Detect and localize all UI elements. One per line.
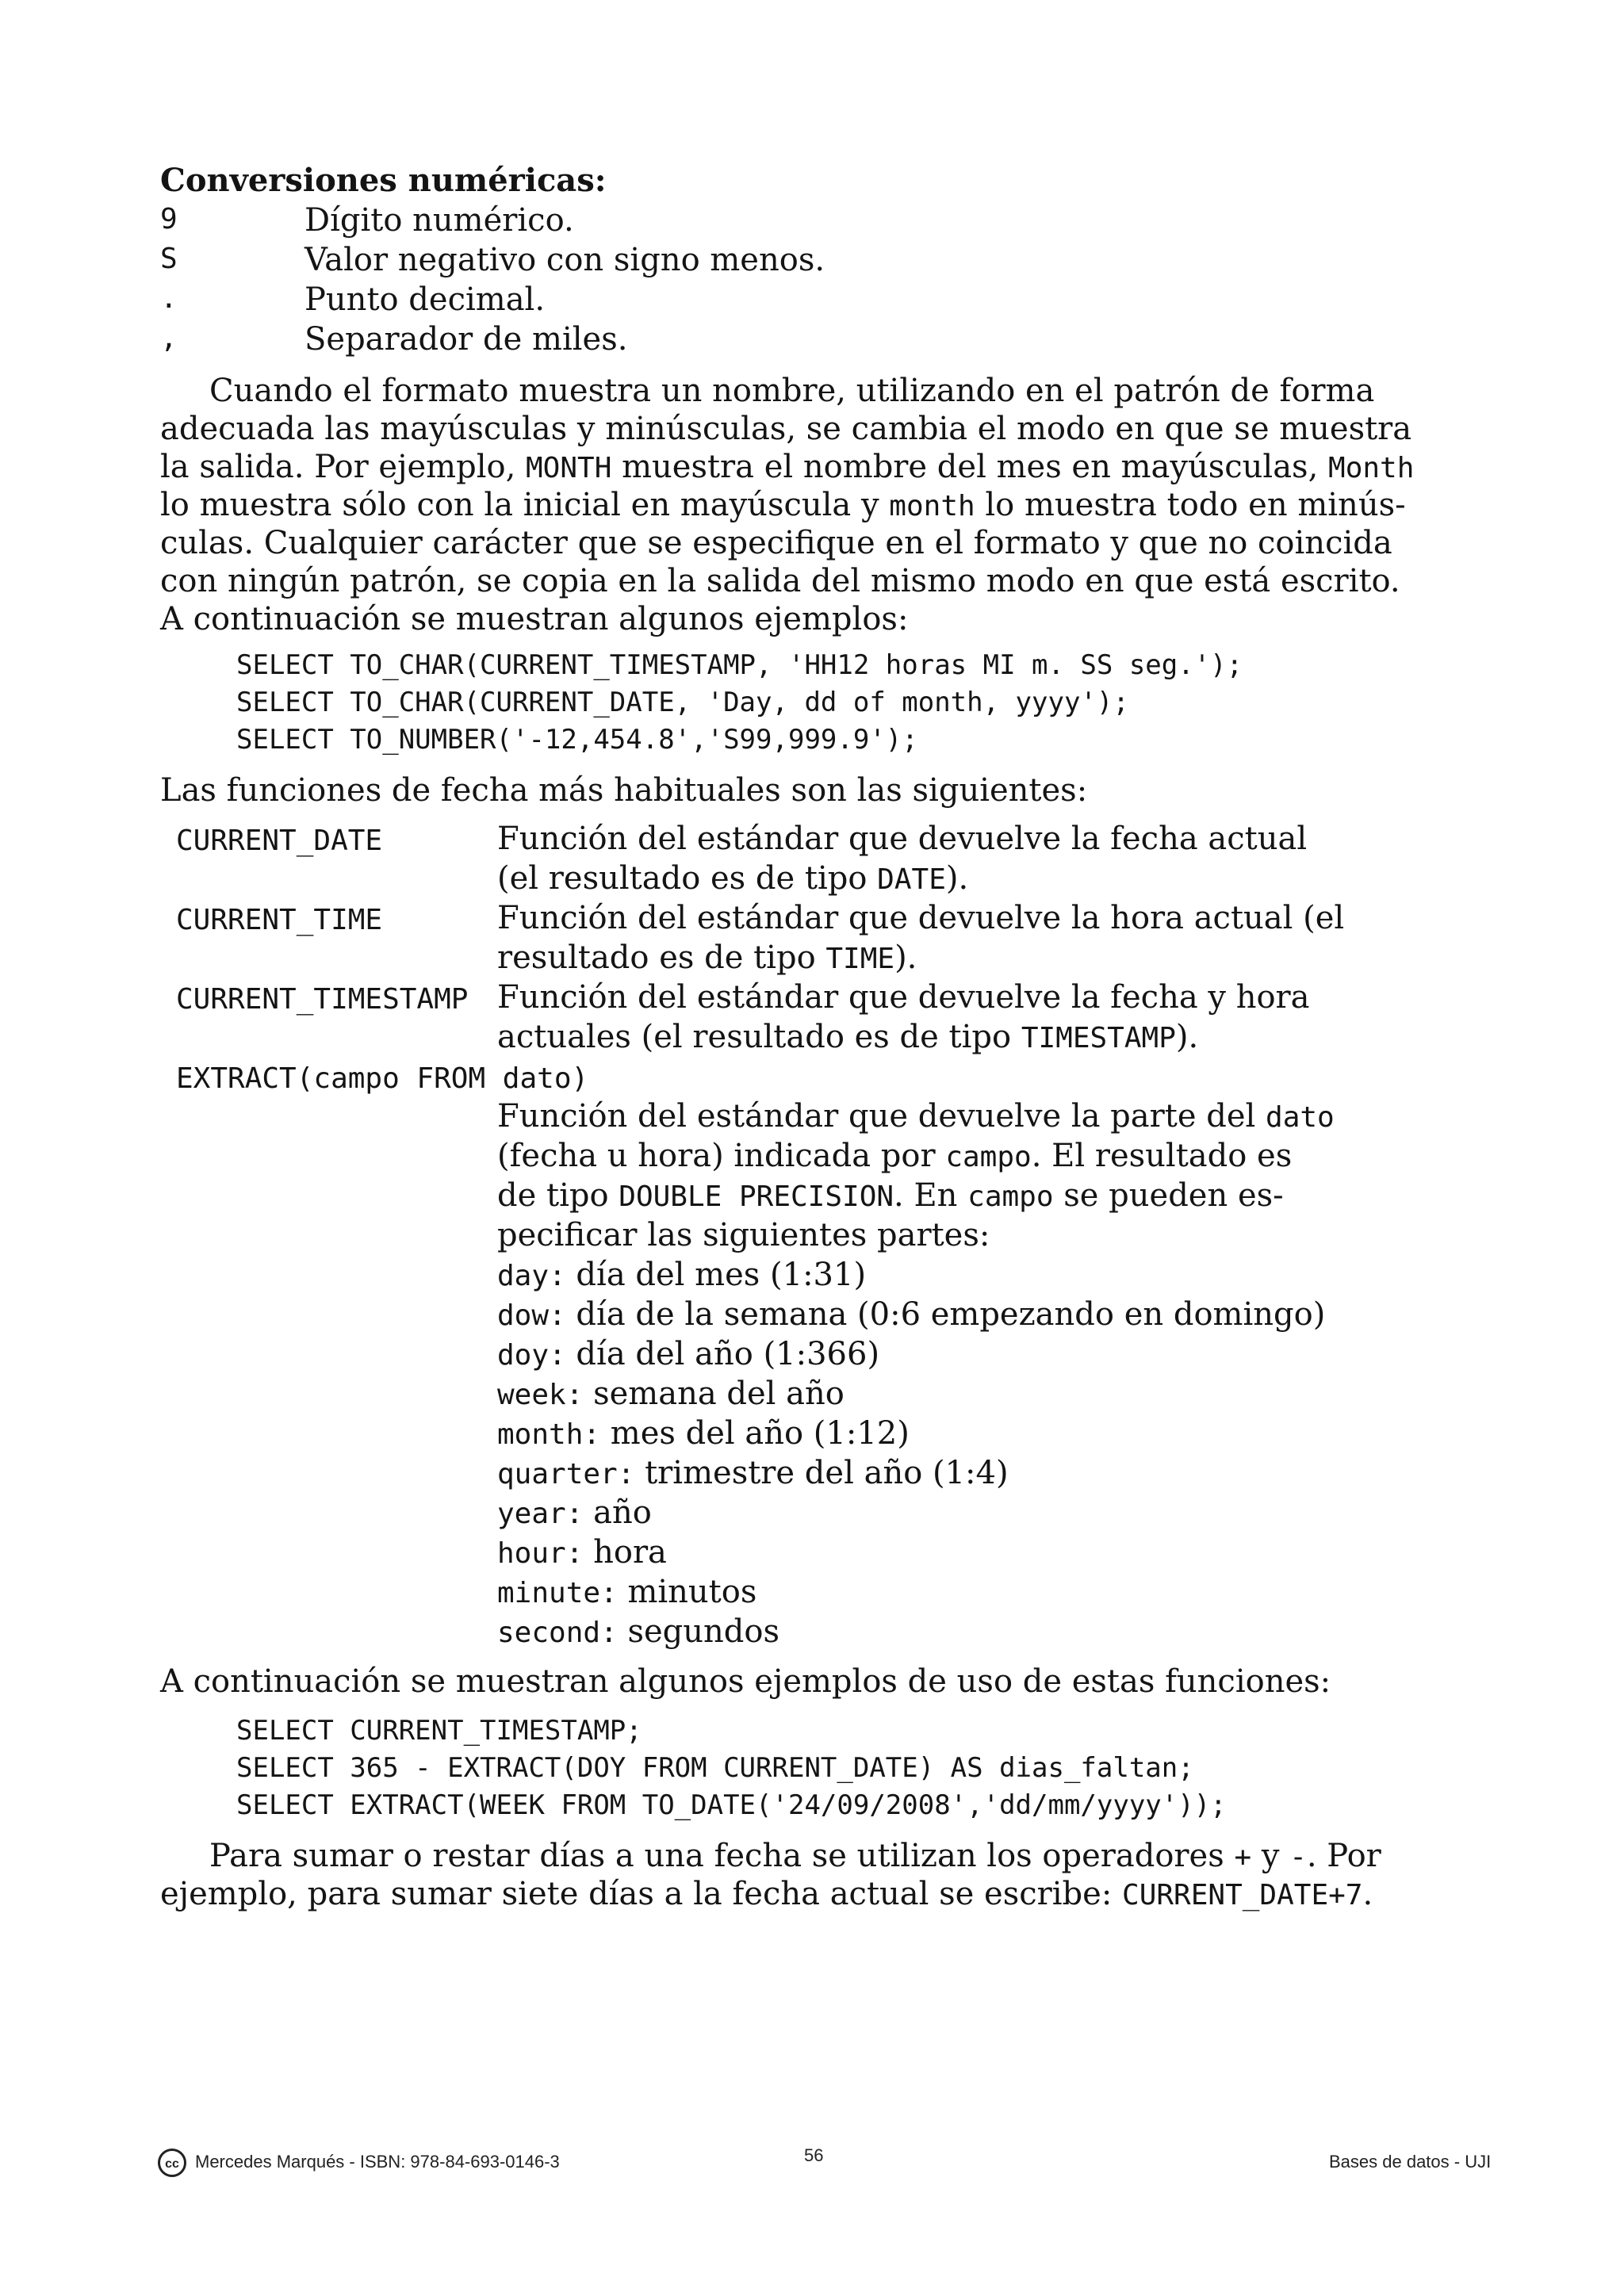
part-key: year: [497,1498,584,1530]
function-desc-line [497,1136,1293,1177]
function-name: CURRENT_TIME [176,904,383,936]
section-heading: Conversiones numéricas: [160,162,607,199]
code-token: Month [1328,452,1415,484]
code-token: campo [967,1181,1054,1213]
part-key: second: [497,1617,618,1649]
paragraph-line: Cuando el formato muestra un nombre, utilizando en el patrón de forma [209,373,1375,409]
part-desc: trimestre del año (1:4) [645,1455,1009,1491]
text-run: ). [894,939,917,976]
extract-part [497,1533,667,1574]
creative-commons-icon [157,2148,187,2178]
function-signature: EXTRACT(campo FROM dato) [176,1062,589,1095]
code-token: TIME [825,943,895,975]
text-run: (el resultado es de tipo [497,860,878,897]
text-run: y [1251,1838,1290,1874]
text-run: ejemplo, para sumar siete días a la fecha actual se escribe: [160,1876,1123,1912]
text-run: Para sumar o restar días a una fecha se utilizan los operadores [209,1838,1235,1874]
part-key: doy: [497,1339,566,1372]
function-desc-line [497,1096,1335,1138]
function-desc-line: Función del estándar que devuelve la hora actual (el [497,900,1345,936]
footer-book-title: Bases de datos - UJI [1329,2152,1492,2172]
cc-icon-label: cc [165,2157,179,2171]
text-run: actuales (el resultado es de tipo [497,1019,1021,1055]
function-desc-line [497,1017,1198,1058]
date-functions-intro: Las funciones de fecha más habituales son las siguientes: [160,772,1088,809]
part-key: dow: [497,1299,566,1332]
text-run: de tipo [497,1177,619,1214]
numeric-symbol-s: S [160,243,178,275]
extract-part [497,1612,779,1653]
part-key: day: [497,1260,566,1292]
code-token: TIMESTAMP [1021,1022,1176,1054]
numeric-symbol-dot: . [160,282,178,315]
examples-intro: A continuación se muestran algunos ejemplos de uso de estas funciones: [160,1663,1331,1700]
extract-part [497,1334,879,1376]
text-run: Función del estándar que devuelve la parte del [497,1098,1266,1135]
text-run: muestra el nombre del mes en mayúsculas, [611,449,1329,485]
code-line: SELECT TO_CHAR(CURRENT_DATE, 'Day, dd of month, yyyy'); [236,687,1129,718]
numeric-desc-comma: Separador de miles. [304,321,628,358]
part-desc: año [593,1494,652,1531]
text-run: (fecha u hora) indicada por [497,1138,946,1174]
paragraph-line: A continuación se muestran algunos ejemplos: [160,601,909,637]
part-key: week: [497,1379,584,1411]
code-line: SELECT TO_NUMBER('-12,454.8','S99,999.9'); [236,724,918,756]
text-run: se pueden es- [1053,1177,1284,1214]
text-run: . [1362,1876,1373,1912]
text-run: . El resultado es [1031,1138,1293,1174]
code-line: SELECT 365 - EXTRACT(DOY FROM CURRENT_DATE) AS dias_faltan; [236,1752,1194,1784]
text-run: . Por [1306,1838,1381,1874]
extract-part [497,1255,866,1296]
part-key: minute: [497,1577,618,1609]
function-desc-line: pecificar las siguientes partes: [497,1217,990,1253]
code-line: SELECT CURRENT_TIMESTAMP; [236,1715,642,1747]
part-desc: día de la semana (0:6 empezando en domingo) [576,1296,1326,1333]
text-run: . En [894,1177,968,1214]
part-desc: segundos [627,1613,779,1650]
text-run: lo muestra sólo con la inicial en mayúscula y [160,487,890,523]
code-token: DOUBLE PRECISION [619,1181,894,1213]
code-token: - [1289,1841,1307,1873]
part-key: hour: [497,1537,584,1570]
function-name: CURRENT_DATE [176,825,383,857]
paragraph-line: culas. Cualquier carácter que se especifique en el formato y que no coincida [160,525,1392,561]
part-desc: hora [593,1534,667,1571]
code-token: MONTH [526,452,612,484]
extract-part [497,1493,652,1534]
part-desc: día del año (1:366) [576,1336,880,1372]
numeric-symbol-9: 9 [160,203,178,235]
paragraph-line [209,1836,1381,1877]
code-token: + [1234,1841,1252,1873]
part-desc: mes del año (1:12) [610,1415,910,1452]
function-desc-line: Función del estándar que devuelve la fecha actual [497,821,1308,857]
paragraph-line [160,1874,1373,1915]
numeric-symbol-comma: , [160,322,178,354]
part-desc: semana del año [593,1376,845,1412]
text-run: resultado es de tipo [497,939,826,976]
code-token: CURRENT_DATE+7 [1122,1879,1363,1911]
code-token: campo [945,1141,1032,1173]
part-key: month: [497,1418,601,1451]
paragraph-line: adecuada las mayúsculas y minúsculas, se cambia el modo en que se muestra [160,411,1412,447]
text-run: ). [945,860,969,897]
paragraph-line [160,485,1406,526]
extract-part [497,1295,1325,1336]
function-desc-line [497,1176,1284,1217]
part-key: quarter: [497,1458,635,1490]
extract-part [497,1572,756,1613]
extract-part [497,1374,845,1415]
text-run: lo muestra todo en minús- [975,487,1406,523]
function-name: CURRENT_TIMESTAMP [176,983,469,1016]
numeric-desc-s: Valor negativo con signo menos. [304,242,825,278]
function-desc-line [497,938,917,979]
paragraph-line: con ningún patrón, se copia en la salida del mismo modo en que está escrito. [160,563,1400,599]
text-run: la salida. Por ejemplo, [160,449,526,485]
text-run: ). [1175,1019,1199,1055]
paragraph-line [160,447,1415,488]
code-line: SELECT EXTRACT(WEEK FROM TO_DATE('24/09/2008','dd/mm/yyyy')); [236,1789,1227,1821]
function-desc-line [497,859,968,900]
numeric-desc-dot: Punto decimal. [304,281,546,318]
function-desc-line: Función del estándar que devuelve la fecha y hora [497,979,1310,1016]
numeric-desc-9: Dígito numérico. [304,202,574,239]
extract-part [497,1414,910,1455]
footer-author-isbn: Mercedes Marqués - ISBN: 978-84-693-0146-3 [195,2152,560,2172]
code-token: DATE [877,863,946,896]
page-number: 56 [804,2145,824,2165]
code-line: SELECT TO_CHAR(CURRENT_TIMESTAMP, 'HH12 horas MI m. SS seg.'); [236,649,1243,681]
extract-part [497,1453,1009,1494]
part-desc: día del mes (1:31) [576,1257,867,1293]
part-desc: minutos [627,1574,757,1610]
code-token: dato [1266,1101,1335,1134]
code-token: month [889,490,975,522]
